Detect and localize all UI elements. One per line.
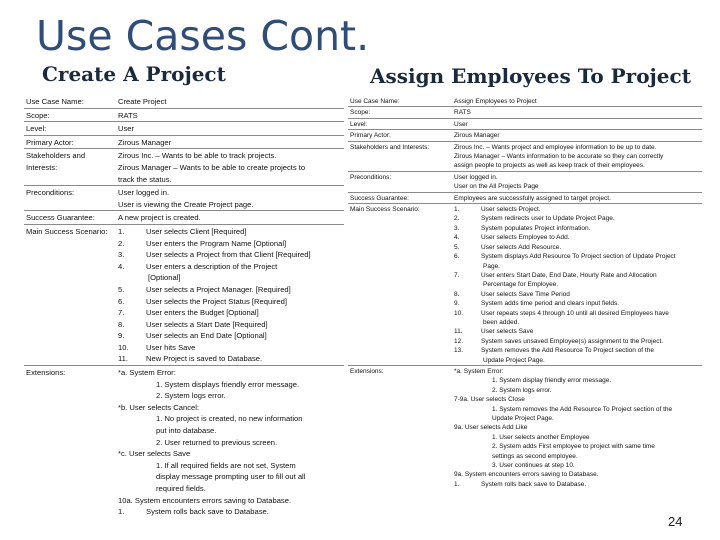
value-line <box>454 423 700 432</box>
row-value <box>116 149 344 186</box>
value-line <box>118 506 342 518</box>
row-value <box>116 122 344 136</box>
row-label: Success Guarantee: <box>26 213 95 223</box>
value-line <box>454 309 700 318</box>
row-label: Stakeholders and Interests: <box>26 151 86 172</box>
value-text: User selects an End Date [Optional] <box>146 331 267 341</box>
row-label: Stakeholders and Interests: <box>350 143 430 151</box>
row-label: Success Guarantee: <box>350 194 409 202</box>
value-line <box>454 120 700 129</box>
value-text: 2. System adds First employee to project with same time <box>492 443 655 451</box>
value-text: put into database. <box>156 426 217 436</box>
row-label: Extensions: <box>350 367 384 375</box>
slide-title: Use Cases Cont. <box>36 12 370 60</box>
value-text: 7-9a. User selects Close <box>454 396 525 404</box>
value-text: System populates Project information. <box>481 224 591 232</box>
value-text: required fields. <box>156 484 206 493</box>
value-text: User selects Project. <box>481 206 541 214</box>
value-line <box>454 318 700 327</box>
value-text: 2. System logs error. <box>492 386 552 394</box>
value-line <box>118 96 342 108</box>
value-line <box>118 123 342 135</box>
value-line <box>454 173 700 182</box>
step-number: 3. <box>454 224 460 232</box>
use-case-row <box>24 108 344 122</box>
value-line <box>454 480 700 489</box>
value-line <box>118 367 342 379</box>
value-text: Update Project Page. <box>483 356 545 364</box>
step-number: 8. <box>454 290 460 298</box>
use-case-row <box>24 122 344 136</box>
row-label: Extensions: <box>26 368 66 378</box>
value-text: System removes the Add Resource To Project section of the <box>481 347 654 355</box>
value-line <box>118 448 342 460</box>
value-line <box>454 356 700 365</box>
value-line <box>454 376 700 385</box>
value-line <box>118 296 342 308</box>
value-text: Zirous Inc. – Wants project and employee information to be up to date. <box>454 143 657 151</box>
row-value <box>116 224 344 365</box>
value-line <box>118 150 342 162</box>
value-text: User logged in. <box>118 188 170 198</box>
row-value <box>452 365 702 489</box>
value-text: 9a. System encounters errors saving to Database. <box>454 471 599 479</box>
value-line <box>118 413 342 425</box>
value-line <box>454 461 700 470</box>
value-text: User selects a Start Date [Required] <box>146 319 268 329</box>
right-subtitle: Assign Employees To Project <box>370 64 691 88</box>
step-number: 6. <box>118 296 125 306</box>
value-text: System rolls back save to Database. <box>481 480 587 488</box>
value-text: System displays Add Resource To Project section of Update Project <box>481 253 676 261</box>
use-case-row <box>24 211 344 225</box>
step-number: 3. <box>118 250 125 260</box>
value-line <box>454 470 700 479</box>
value-text: 1. If all required fields are not set, System <box>156 460 296 470</box>
row-label: Use Case Name: <box>350 98 400 105</box>
value-line <box>454 108 700 117</box>
value-line <box>454 205 700 214</box>
use-case-row <box>348 96 702 107</box>
step-number: 11. <box>118 354 128 364</box>
value-text: Assign Employees to Project <box>454 98 537 105</box>
value-line <box>118 137 342 149</box>
value-line <box>454 299 700 308</box>
use-case-row <box>24 224 344 365</box>
use-case-row <box>348 141 702 171</box>
value-line <box>118 437 342 449</box>
value-line <box>454 143 700 152</box>
row-label: Scope: <box>350 109 371 117</box>
value-text: Employees are successfully assigned to target project. <box>454 194 611 202</box>
value-text: User enters Start Date, End Date, Hourly Rate and Allocation <box>481 271 657 279</box>
value-line <box>454 337 700 346</box>
value-text: [Optional] <box>148 273 181 283</box>
row-value <box>452 192 702 203</box>
value-text: User selects Save Time Period <box>481 290 570 298</box>
value-line <box>454 386 700 395</box>
value-line <box>454 280 700 289</box>
use-case-row <box>348 118 702 129</box>
value-text: Percentage for Employee. <box>483 281 559 289</box>
row-value <box>116 95 344 108</box>
value-line <box>118 483 342 495</box>
row-label: Primary Actor: <box>26 137 74 147</box>
value-line <box>118 174 342 186</box>
value-line <box>118 342 342 354</box>
step-number: 10. <box>454 309 464 317</box>
step-number: 5. <box>118 284 125 294</box>
value-text: User selects Add Resource. <box>481 243 562 251</box>
value-text: User selects the Project Status [Required] <box>146 296 287 306</box>
value-text: System redirects user to Update Project Page. <box>481 215 615 223</box>
value-line <box>118 425 342 437</box>
row-value <box>452 118 702 129</box>
value-text: User selects a Project from that Client [Required] <box>146 250 311 260</box>
step-number: 1. <box>118 226 125 236</box>
value-line <box>454 131 700 140</box>
value-line <box>454 161 700 170</box>
value-line <box>454 271 700 280</box>
row-label: Main Success Scenario: <box>350 206 420 214</box>
value-line <box>118 272 342 284</box>
step-number: 2. <box>118 238 125 248</box>
value-text: User selects Employee to Add. <box>481 234 570 242</box>
use-case-row <box>348 365 702 489</box>
value-line <box>454 233 700 242</box>
value-text: System adds time period and clears input fields. <box>481 300 620 308</box>
value-text: 1. System removes the Add Resource To Project section of the <box>492 405 673 413</box>
value-text: User <box>454 120 468 128</box>
value-text: 1. User selects another Employee <box>492 433 590 441</box>
value-line <box>454 442 700 451</box>
use-case-row <box>24 366 344 518</box>
value-line <box>118 379 342 391</box>
value-line <box>118 249 342 261</box>
value-text: display message prompting user to fill out all <box>156 472 306 482</box>
value-text: User on the All Projects Page <box>454 183 539 191</box>
page-number: 24 <box>668 514 683 529</box>
value-line <box>118 330 342 342</box>
step-number: 2. <box>454 215 460 223</box>
value-line <box>454 433 700 442</box>
step-number: 7. <box>118 308 125 318</box>
value-text: Zirous Inc. – Wants to be able to track projects. <box>118 151 277 161</box>
row-value <box>452 130 702 141</box>
use-case-row <box>348 192 702 203</box>
value-line <box>454 414 700 423</box>
value-text: *c. User selects Save <box>118 449 191 459</box>
value-line <box>118 199 342 211</box>
value-text: Create Project <box>118 97 167 106</box>
value-text: User is viewing the Create Project page. <box>118 199 254 209</box>
value-line <box>118 460 342 472</box>
use-case-row <box>24 95 344 108</box>
row-value <box>452 141 702 171</box>
create-project-use-case-table <box>24 95 344 518</box>
value-text: 1. No project is created, no new information <box>156 414 303 424</box>
step-number: 10. <box>118 342 129 352</box>
value-line <box>118 212 342 224</box>
value-text: 3. User continues at step 10. <box>492 462 575 470</box>
value-text: 2. User returned to previous screen. <box>156 437 278 447</box>
value-line <box>454 243 700 252</box>
step-number: 1. <box>454 480 460 488</box>
value-text: RATS <box>118 110 138 120</box>
value-line <box>118 238 342 250</box>
row-label: Preconditions: <box>350 173 392 181</box>
row-value <box>116 366 344 518</box>
use-case-row <box>348 107 702 118</box>
value-text: Page. <box>483 262 500 270</box>
row-value <box>452 204 702 366</box>
value-text: User enters a description of the Project <box>146 261 278 271</box>
value-line <box>118 162 342 174</box>
row-value <box>452 107 702 118</box>
step-number: 4. <box>454 234 460 242</box>
value-text: *a. System Error: <box>454 367 504 375</box>
left-subtitle: Create A Project <box>42 62 226 86</box>
value-text: User hits Save <box>146 342 196 352</box>
value-text: New Project is saved to Database. <box>146 354 263 364</box>
value-line <box>118 402 342 414</box>
row-value <box>116 135 344 149</box>
row-label: Preconditions: <box>26 188 75 198</box>
value-text: User logged in. <box>454 173 498 181</box>
value-text: A new project is created. <box>118 213 201 223</box>
row-value <box>116 211 344 225</box>
step-number: 6. <box>454 253 460 261</box>
use-case-row <box>24 149 344 186</box>
value-line <box>118 307 342 319</box>
value-text: *a. System Error: <box>118 368 176 378</box>
step-number: 1. <box>118 507 125 517</box>
value-line <box>118 110 342 122</box>
value-line <box>454 182 700 191</box>
row-value <box>116 108 344 122</box>
value-text: 1. System display friendly error message. <box>492 377 612 385</box>
value-line <box>454 252 700 261</box>
assign-employees-use-case-table <box>348 96 702 489</box>
step-number: 12. <box>454 337 464 345</box>
row-label: Primary Actor: <box>350 132 391 140</box>
value-line <box>454 452 700 461</box>
value-line <box>454 194 700 203</box>
step-number: 7. <box>454 271 460 279</box>
value-text: System rolls back save to Database. <box>146 507 269 517</box>
use-case-row <box>348 204 702 366</box>
value-text: assign people to projects as well as keep track of their employees. <box>454 162 645 170</box>
value-line <box>454 405 700 414</box>
row-value <box>452 171 702 192</box>
value-text: been added. <box>483 318 520 326</box>
value-text: Zirous Manager – Wants information to be accurate so they can correctly <box>454 153 664 161</box>
value-line <box>118 390 342 402</box>
value-line <box>118 187 342 199</box>
value-text: Zirous Manager – Wants to be able to create projects to <box>118 162 306 172</box>
value-line <box>118 319 342 331</box>
value-text: Zirous Manager <box>118 137 172 147</box>
row-value <box>116 186 344 211</box>
value-text: User selects Save <box>481 328 534 336</box>
row-label: Level: <box>350 120 368 128</box>
value-text: *b. User selects Cancel: <box>118 402 200 412</box>
value-line <box>118 261 342 273</box>
step-number: 9. <box>454 300 460 308</box>
use-case-row <box>24 186 344 211</box>
value-text: User enters the Budget [Optional] <box>146 308 259 318</box>
step-number: 13. <box>454 347 464 355</box>
value-text: User selects a Project Manager. [Required] <box>146 284 291 294</box>
value-text: settings as second employee. <box>492 452 578 460</box>
value-line <box>454 367 700 376</box>
step-number: 9. <box>118 331 125 341</box>
value-line <box>118 353 342 365</box>
value-line <box>454 346 700 355</box>
value-text: 10a. System encounters errors saving to Database. <box>118 495 292 505</box>
use-case-row <box>348 171 702 192</box>
value-line <box>118 495 342 507</box>
value-text: User enters the Program Name [Optional] <box>146 238 287 248</box>
row-label: Use Case Name: <box>26 97 84 106</box>
value-text: Zirous Manager <box>454 132 500 140</box>
value-line <box>118 226 342 238</box>
value-text: System saves unsaved Employee(s) assignment to the Project. <box>481 337 664 345</box>
value-text: User <box>118 124 135 134</box>
value-line <box>454 214 700 223</box>
value-text: 9a. User selects Add Like <box>454 424 528 432</box>
row-label: Scope: <box>26 110 50 120</box>
value-text: 1. System displays friendly error message. <box>156 379 300 389</box>
row-value <box>452 96 702 107</box>
value-text: RATS <box>454 109 471 117</box>
value-line <box>118 471 342 483</box>
value-line <box>454 327 700 336</box>
step-number: 1. <box>454 206 460 214</box>
value-line <box>118 284 342 296</box>
value-text: User repeats steps 4 through 10 until all desired Employees have <box>481 309 669 317</box>
value-line <box>454 224 700 233</box>
value-text: track the status. <box>118 174 172 184</box>
value-line <box>454 152 700 161</box>
value-line <box>454 97 700 106</box>
step-number: 5. <box>454 243 460 251</box>
value-text: 2. System logs error. <box>156 391 226 401</box>
value-text: Update Project Page. <box>492 415 554 422</box>
step-number: 4. <box>118 261 125 271</box>
value-line <box>454 262 700 271</box>
value-line <box>454 290 700 299</box>
use-case-row <box>24 135 344 149</box>
step-number: 8. <box>118 319 125 329</box>
value-line <box>454 395 700 404</box>
row-label: Main Success Scenario: <box>26 226 108 236</box>
use-case-row <box>348 130 702 141</box>
step-number: 11. <box>454 328 463 336</box>
row-label: Level: <box>26 124 47 134</box>
value-text: User selects Client [Required] <box>146 226 247 236</box>
